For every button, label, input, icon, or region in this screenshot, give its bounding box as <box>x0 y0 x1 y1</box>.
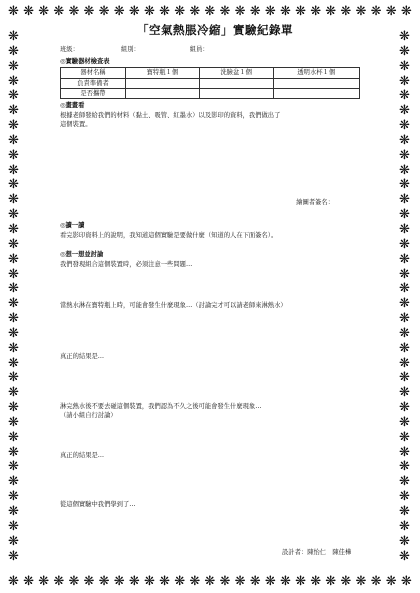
border-star-icon: ❋ <box>399 400 410 416</box>
border-star-icon: ❋ <box>8 103 19 119</box>
border-star-icon: ❋ <box>8 459 19 475</box>
table-cell <box>199 89 273 99</box>
table-header-row <box>61 68 360 78</box>
border-star-icon: ❋ <box>53 574 65 589</box>
border-star-icon: ❋ <box>264 574 276 589</box>
border-star-icon: ❋ <box>189 4 201 19</box>
border-star-icon: ❋ <box>38 574 50 589</box>
border-star-icon: ❋ <box>8 192 19 208</box>
border-star-icon: ❋ <box>204 4 216 19</box>
border-star-icon: ❋ <box>399 311 410 327</box>
border-star-icon: ❋ <box>204 574 216 589</box>
table-cell: 是否攜帶 <box>61 89 126 99</box>
border-star-icon: ❋ <box>399 281 410 297</box>
border-star-icon: ❋ <box>8 340 19 356</box>
designer-credit: 設計者：陳怡仁 陳佳樺 <box>282 549 352 556</box>
worksheet <box>60 22 370 510</box>
border-star-icon: ❋ <box>370 574 382 589</box>
border-star-icon: ❋ <box>399 177 410 193</box>
signature-label: 繪圖者簽名： <box>296 198 334 206</box>
border-star-icon: ❋ <box>234 574 246 589</box>
drawing-text-line2: 這個裝置。 <box>60 121 92 129</box>
border-star-icon: ❋ <box>399 192 410 208</box>
student-info <box>60 45 370 54</box>
border-star-icon: ❋ <box>399 340 410 356</box>
table-cell: 寶特瓶１個 <box>126 68 200 78</box>
border-bottom <box>8 575 412 588</box>
equipment-heading: ◎實驗器材檢查表 <box>60 57 110 65</box>
border-right <box>399 30 410 563</box>
border-star-icon: ❋ <box>355 574 367 589</box>
border-star-icon: ❋ <box>399 236 410 252</box>
border-star-icon: ❋ <box>8 43 19 59</box>
border-star-icon: ❋ <box>399 504 410 519</box>
border-star-icon: ❋ <box>8 489 19 505</box>
border-star-icon: ❋ <box>399 103 410 119</box>
question-3-line1: 淋完熱水後不要去碰這個裝置，我們認為不久之後可能會發生什麼現象… <box>60 402 262 410</box>
border-star-icon: ❋ <box>8 73 19 89</box>
border-star-icon: ❋ <box>53 4 65 19</box>
border-star-icon: ❋ <box>8 281 19 297</box>
border-star-icon: ❋ <box>399 518 410 534</box>
border-star-icon: ❋ <box>399 88 410 104</box>
border-star-icon: ❋ <box>399 444 410 460</box>
discussion-heading: ◎想一想並討論 <box>60 251 104 259</box>
border-star-icon: ❋ <box>399 207 410 223</box>
border-star-icon: ❋ <box>399 533 410 549</box>
border-star-icon: ❋ <box>399 370 410 386</box>
border-star-icon: ❋ <box>264 4 276 19</box>
question-1: 我們發現組合這個裝置時，必須注意一些問題… <box>60 260 193 268</box>
border-star-icon: ❋ <box>399 414 410 430</box>
table-cell <box>199 78 273 88</box>
border-star-icon: ❋ <box>385 4 397 19</box>
border-star-icon: ❋ <box>8 132 19 148</box>
border-star-icon: ❋ <box>340 4 352 19</box>
question-3-line2: （請小組自行討論） <box>60 412 117 420</box>
border-star-icon: ❋ <box>8 574 19 589</box>
border-star-icon: ❋ <box>68 574 80 589</box>
border-star-icon: ❋ <box>399 29 410 44</box>
table-row <box>61 78 360 88</box>
border-star-icon: ❋ <box>159 574 170 589</box>
table-cell <box>126 78 200 88</box>
border-star-icon: ❋ <box>219 4 231 19</box>
border-star-icon: ❋ <box>399 221 410 237</box>
result-2: 真正的結果是… <box>60 451 105 459</box>
border-star-icon: ❋ <box>399 43 410 59</box>
border-star-icon: ❋ <box>399 147 410 163</box>
border-star-icon: ❋ <box>399 355 410 371</box>
border-star-icon: ❋ <box>8 355 19 371</box>
border-star-icon: ❋ <box>113 4 125 19</box>
border-star-icon: ❋ <box>8 221 19 237</box>
border-star-icon: ❋ <box>128 574 140 589</box>
border-star-icon: ❋ <box>310 4 322 19</box>
border-star-icon: ❋ <box>8 266 19 282</box>
table-cell: 洗臉盆１個 <box>199 68 273 78</box>
border-star-icon: ❋ <box>23 4 35 19</box>
border-left <box>8 30 19 563</box>
drawing-heading: ◎畫畫看 <box>60 102 85 110</box>
border-star-icon: ❋ <box>325 574 337 589</box>
table-row <box>61 89 360 99</box>
border-star-icon: ❋ <box>399 118 410 134</box>
border-star-icon: ❋ <box>399 73 410 89</box>
border-star-icon: ❋ <box>8 311 19 327</box>
border-top <box>8 5 412 18</box>
border-star-icon: ❋ <box>38 4 50 19</box>
result-1: 真正的結果是… <box>60 353 105 361</box>
border-star-icon: ❋ <box>399 296 410 312</box>
border-star-icon: ❋ <box>8 429 19 445</box>
border-star-icon: ❋ <box>279 574 291 589</box>
border-star-icon: ❋ <box>8 251 19 267</box>
class-label: 班級： <box>60 46 79 54</box>
border-star-icon: ❋ <box>399 58 410 74</box>
border-star-icon: ❋ <box>399 548 410 564</box>
border-star-icon: ❋ <box>8 58 19 74</box>
drawing-text-line1: 根據老師發給我們的材料（黏土、吸管、紅墨水）以及影印的資料，我們做出了 <box>60 111 281 119</box>
table-cell: 透明水杯１個 <box>273 68 360 78</box>
table-cell <box>126 89 200 99</box>
border-star-icon: ❋ <box>8 504 19 519</box>
border-star-icon: ❋ <box>8 414 19 430</box>
border-star-icon: ❋ <box>325 4 337 19</box>
border-star-icon: ❋ <box>8 296 19 312</box>
border-star-icon: ❋ <box>68 4 80 19</box>
border-star-icon: ❋ <box>159 4 170 19</box>
table-cell <box>273 89 360 99</box>
border-star-icon: ❋ <box>143 4 155 19</box>
border-star-icon: ❋ <box>174 574 186 589</box>
border-star-icon: ❋ <box>98 574 110 589</box>
border-star-icon: ❋ <box>399 162 410 178</box>
border-star-icon: ❋ <box>399 489 410 505</box>
border-star-icon: ❋ <box>83 574 95 589</box>
border-star-icon: ❋ <box>385 574 397 589</box>
border-star-icon: ❋ <box>8 533 19 549</box>
border-star-icon: ❋ <box>8 370 19 386</box>
border-star-icon: ❋ <box>400 4 412 19</box>
border-star-icon: ❋ <box>399 385 410 401</box>
border-star-icon: ❋ <box>128 4 140 19</box>
reading-text: 看完影印資料上的說明，我知道這個實驗是要做什麼（知道的人在下面簽名）。 <box>60 231 278 239</box>
border-star-icon: ❋ <box>174 4 186 19</box>
border-star-icon: ❋ <box>279 4 291 19</box>
border-star-icon: ❋ <box>295 4 306 19</box>
table-cell <box>273 78 360 88</box>
border-star-icon: ❋ <box>189 574 201 589</box>
border-star-icon: ❋ <box>8 147 19 163</box>
border-star-icon: ❋ <box>399 325 410 341</box>
members-label: 組員： <box>189 46 209 54</box>
border-star-icon: ❋ <box>8 29 19 44</box>
border-star-icon: ❋ <box>8 118 19 134</box>
border-star-icon: ❋ <box>8 88 19 104</box>
border-star-icon: ❋ <box>8 4 19 19</box>
border-star-icon: ❋ <box>399 429 410 445</box>
border-star-icon: ❋ <box>234 4 246 19</box>
border-star-icon: ❋ <box>370 4 382 19</box>
border-star-icon: ❋ <box>399 266 410 282</box>
border-star-icon: ❋ <box>8 385 19 401</box>
border-star-icon: ❋ <box>8 400 19 416</box>
border-star-icon: ❋ <box>8 236 19 252</box>
border-star-icon: ❋ <box>8 548 19 564</box>
page-title: 「空氣熱脹冷縮」實驗紀錄單 <box>137 23 293 37</box>
border-star-icon: ❋ <box>400 574 412 589</box>
border-star-icon: ❋ <box>399 251 410 267</box>
learned-text: 從這個實驗中我們學到了… <box>60 501 136 509</box>
border-star-icon: ❋ <box>23 574 35 589</box>
border-star-icon: ❋ <box>8 444 19 460</box>
border-star-icon: ❋ <box>399 132 410 148</box>
equipment-table <box>60 67 360 99</box>
group-label: 組別： <box>120 46 140 54</box>
border-star-icon: ❋ <box>8 518 19 534</box>
border-star-icon: ❋ <box>8 162 19 178</box>
border-star-icon: ❋ <box>310 574 322 589</box>
question-2: 當熱水淋在寶特瓶上時，可能會發生什麼現象…（討論完才可以請老師來淋熱水） <box>60 301 287 309</box>
border-star-icon: ❋ <box>98 4 110 19</box>
border-star-icon: ❋ <box>113 574 125 589</box>
border-star-icon: ❋ <box>340 574 352 589</box>
table-cell: 負責準備者 <box>61 78 126 88</box>
border-star-icon: ❋ <box>219 574 231 589</box>
border-star-icon: ❋ <box>249 4 261 19</box>
border-star-icon: ❋ <box>295 574 306 589</box>
border-star-icon: ❋ <box>8 177 19 193</box>
border-star-icon: ❋ <box>355 4 367 19</box>
table-cell: 器材名稱 <box>61 68 126 78</box>
border-star-icon: ❋ <box>143 574 155 589</box>
border-star-icon: ❋ <box>249 574 261 589</box>
border-star-icon: ❋ <box>399 474 410 490</box>
reading-heading: ◎讀一讀 <box>60 222 85 230</box>
border-star-icon: ❋ <box>83 4 95 19</box>
border-star-icon: ❋ <box>8 325 19 341</box>
border-star-icon: ❋ <box>399 459 410 475</box>
border-star-icon: ❋ <box>8 474 19 490</box>
border-star-icon: ❋ <box>8 207 19 223</box>
